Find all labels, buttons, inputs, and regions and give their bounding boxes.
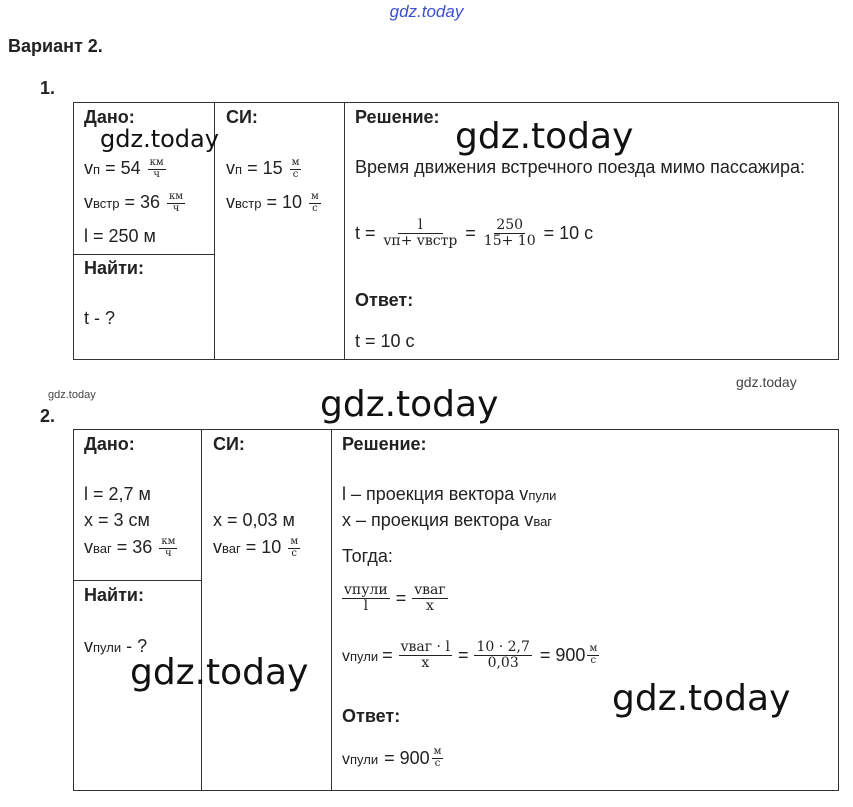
solution-then: Тогда: [342, 546, 393, 566]
watermark: gdz.today [48, 389, 96, 401]
find-value: t - ? [84, 308, 116, 328]
solution-ratio: $\frac{\text{vпули}}{l}$ = $\frac{\text{vваг}}{x}$ [344, 582, 446, 614]
given-l: l = 2,7 м [84, 484, 151, 504]
solution-line-1: l – проекция вектора vпули [342, 484, 557, 504]
si-vp: vп = 15 $\frac{м}{с}$ [226, 157, 300, 180]
solution-text: Время движения встречного поезда мимо пассажира: [355, 157, 806, 177]
problem-1-number: 1. [40, 78, 56, 98]
solution-label: Решение: [342, 434, 427, 454]
solution-line-2: x – проекция вектора vваг [342, 510, 553, 530]
given-label: Дано: [84, 107, 135, 127]
si-label: СИ: [226, 107, 258, 127]
variant-heading: Вариант 2. [8, 36, 103, 56]
watermark: gdz.today [736, 374, 797, 390]
find-value: vпули - ? [84, 636, 148, 656]
answer-value: t = 10 с [355, 331, 415, 351]
watermark: gdz.today [320, 384, 499, 425]
problem-2-divider-1 [201, 429, 202, 791]
answer-label: Ответ: [342, 706, 401, 726]
answer-value: vпули = 900 $\frac{м}{с}$ [342, 746, 442, 769]
si-vvstr: vвстр = 10 $\frac{м}{с}$ [226, 191, 319, 214]
find-label: Найти: [84, 258, 144, 278]
answer-label: Ответ: [355, 290, 414, 310]
given-vvag: vваг = 36 $\frac{км}{ч}$ [84, 536, 176, 559]
watermark: gdz.today [455, 116, 634, 157]
solution-formula: t = $\frac{l}{\text{vп+ vвстр}}$ = $\frac{250}{15+ 10}$ = 10 с [355, 217, 594, 249]
solution-calc: vпули = $\frac{\text{vваг · l}}{x}$ = $\frac{10 \cdot 2,7}{0,03}$ = 900 $\frac{м}{с}$ [342, 639, 598, 671]
given-x: x = 3 см [84, 510, 150, 530]
problem-2-divider-2 [331, 429, 332, 791]
problem-1-divider-2 [344, 102, 345, 360]
watermark-top: gdz.today [389, 2, 464, 21]
find-label: Найти: [84, 585, 144, 605]
given-vvstr: vвстр = 36 $\frac{км}{ч}$ [84, 191, 184, 214]
watermark: gdz.today [612, 678, 791, 719]
solution-label: Решение: [355, 107, 440, 127]
problem-1-divider-3 [73, 254, 215, 255]
problem-2-number: 2. [40, 406, 56, 426]
si-x: x = 0,03 м [213, 510, 295, 530]
given-label: Дано: [84, 434, 135, 454]
si-vvag: vваг = 10 $\frac{м}{с}$ [213, 536, 299, 559]
given-l: l = 250 м [84, 226, 156, 246]
watermark: gdz.today [100, 125, 219, 153]
watermark: gdz.today [130, 652, 309, 693]
si-label: СИ: [213, 434, 245, 454]
problem-2-divider-3 [73, 580, 202, 581]
given-vp: vп = 54 $\frac{км}{ч}$ [84, 157, 164, 180]
